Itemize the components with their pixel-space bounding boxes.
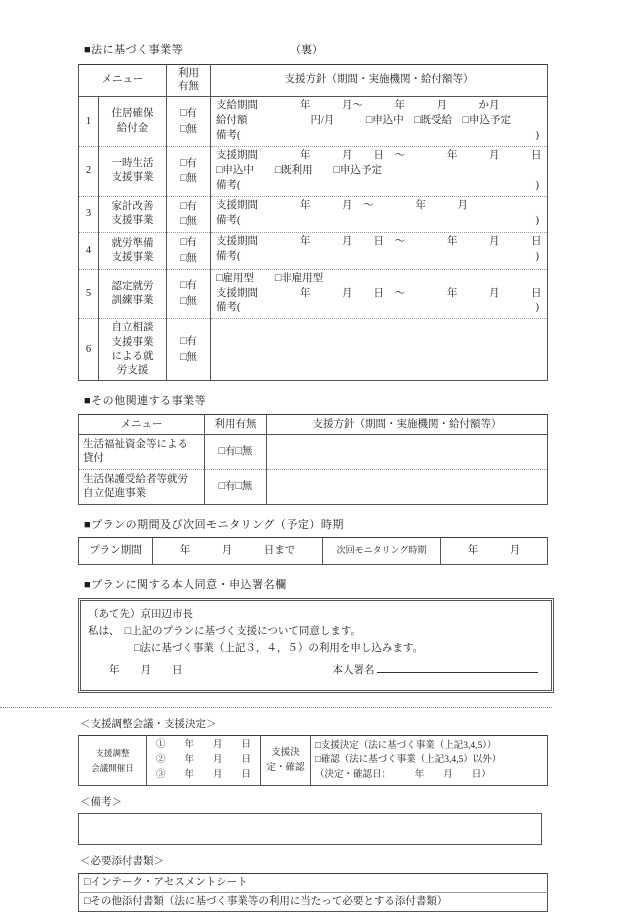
- signature-line: [88, 660, 546, 678]
- decision-date-line: （決定・確認日： 年 月 日）: [315, 769, 491, 780]
- other-programs-table: [78, 414, 548, 505]
- decision-row: [79, 736, 548, 785]
- policy-cell: [211, 146, 548, 196]
- page-side-label: （裏）: [290, 44, 323, 56]
- page-title: ■法に基づく事業等: [84, 44, 184, 56]
- remarks-close: ): [535, 179, 539, 191]
- menu-name: 一時生活 支援事業: [99, 146, 167, 196]
- other-programs-heading: ■その他関連する事業等: [84, 395, 207, 408]
- use-checkboxes: □有□無: [205, 435, 267, 470]
- menu-name: 就労準備 支援事業: [99, 233, 167, 270]
- menu-name: 認定就労 訓練事業: [99, 269, 167, 319]
- decision-table: [78, 735, 548, 785]
- field-line: 支援期間 年 月 ～ 年 月: [216, 199, 468, 211]
- use-checkboxes: □有 □無: [167, 196, 211, 233]
- col-header-use: 利用 有無: [167, 64, 211, 97]
- remarks-line: [216, 214, 542, 229]
- plan-period-heading: ■プランの期間及び次回モニタリング（予定）時期: [84, 518, 344, 531]
- menu-name: 家計改善 支援事業: [99, 196, 167, 233]
- consent-checkbox-line-1: 私は、 □上記のプランに基づく支援について同意します。: [88, 626, 362, 638]
- attachment-row: [79, 874, 548, 893]
- meeting-date-3: ③ 年 月 日: [155, 769, 251, 780]
- meeting-date-2: ② 年 月 日: [155, 755, 251, 766]
- consent-heading: ■プランに関する本人同意・申込署名欄: [84, 579, 287, 592]
- table-row-consultation-support: [79, 319, 548, 381]
- policy-cell: [267, 435, 548, 470]
- meeting-date-1: ① 年 月 日: [155, 740, 251, 751]
- plan-period-label: プラン期間: [79, 538, 153, 565]
- use-checkboxes: □有 □無: [167, 146, 211, 196]
- remarks-open: 備考(: [216, 302, 241, 314]
- use-checkboxes: □有 □無: [167, 269, 211, 319]
- menu-name: 自立相談 支援事業 による就 労支援: [99, 319, 167, 381]
- table-row-work-preparation: [79, 233, 548, 270]
- attachments-heading: ＜必要添付書類＞: [80, 856, 164, 868]
- table-row-household-budget: [79, 196, 548, 233]
- menu-name: 住居確保 給付金: [99, 97, 167, 147]
- consent-date-blanks: 年 月 日: [88, 664, 183, 676]
- section-decision: [78, 718, 554, 786]
- plan-period-row: [79, 538, 548, 565]
- policy-cell: [211, 233, 548, 270]
- use-checkboxes: □有 □無: [167, 319, 211, 381]
- decision-confirm-label: 支援決 定・確認: [261, 736, 311, 785]
- remarks-close: ): [535, 251, 539, 263]
- row-number: 6: [79, 319, 99, 381]
- addressee-line: （あて先）京田辺市長: [88, 608, 193, 620]
- section-notes: [78, 796, 554, 846]
- signature-underline: [377, 660, 539, 673]
- table-row-certified-training: [79, 269, 548, 319]
- policy-cell: [267, 470, 548, 505]
- use-checkboxes: □有 □無: [167, 97, 211, 147]
- attachment-checkbox-other-documents: □その他添付書類（法に基づく事業等の利用に当たって必要とする添付書類）: [79, 893, 548, 912]
- col-header-policy: 支援方針（期間・実施機関・給付額等）: [267, 414, 548, 435]
- other-table-header-row: [79, 414, 548, 435]
- table-row-public-assistance-employment: [79, 470, 548, 505]
- plan-period-value: 年 月 日まで: [153, 538, 323, 565]
- meeting-dates-cell: [147, 736, 261, 785]
- consent-signature-box: [78, 598, 554, 693]
- remarks-line: [216, 179, 542, 194]
- policy-cell: [211, 196, 548, 233]
- use-checkboxes: □有 □無: [167, 233, 211, 270]
- table-row-welfare-fund-loan: [79, 435, 548, 470]
- decision-option-checkbox-2: □確認（法に基づく事業（上記3,4,5）以外）: [315, 755, 502, 766]
- row-number: 2: [79, 146, 99, 196]
- field-line: 支援期間 年 月 日 ～ 年 月 日: [216, 236, 542, 248]
- col-header-menu: メニュー: [79, 414, 205, 435]
- decision-option-checkbox-1: □支援決定（法に基づく事業（上記3,4,5））: [315, 741, 497, 752]
- law-programs-table: [78, 64, 548, 382]
- law-table-header-row: [79, 64, 548, 97]
- section-law-programs-header: [78, 43, 554, 58]
- monitoring-value: 年 月: [441, 538, 548, 565]
- notes-heading: ＜備考＞: [80, 796, 122, 808]
- field-line-checkboxes: □申込中 □既利用 □申込予定: [216, 164, 383, 176]
- remarks-close: ): [535, 130, 539, 142]
- menu-name: 生活福祉資金等による 貸付: [79, 435, 205, 470]
- remarks-open: 備考(: [216, 179, 241, 191]
- row-number: 3: [79, 196, 99, 233]
- section-plan-period: [78, 518, 554, 565]
- section-attachments: [78, 855, 554, 912]
- col-header-use: 利用有無: [205, 414, 267, 435]
- table-row-housing-benefit: [79, 97, 548, 147]
- signature-label: 本人署名: [332, 664, 375, 676]
- col-header-policy: 支援方針（期間・実施機関・給付額等）: [211, 64, 548, 97]
- plan-period-table: [78, 537, 548, 565]
- dotted-separator: [0, 707, 552, 708]
- remarks-open: 備考(: [216, 130, 241, 142]
- section-consent: [78, 578, 554, 692]
- section-other-programs: [78, 394, 554, 505]
- monitoring-label: 次回モニタリング時期: [323, 538, 441, 565]
- field-line-checkboxes: □雇用型 □非雇用型: [216, 272, 324, 284]
- row-number: 1: [79, 97, 99, 147]
- table-row-temporary-living: [79, 146, 548, 196]
- meeting-dates-label: 支援調整 会議開催日: [79, 736, 147, 785]
- remarks-open: 備考(: [216, 214, 241, 226]
- field-line: 支援期間 年 月 日 ～ 年 月 日: [216, 287, 542, 299]
- field-line: 支給期間 年 月～ 年 月 か月: [216, 100, 500, 112]
- menu-name: 生活保護受給者等就労 自立促進事業: [79, 470, 205, 505]
- decision-heading: ＜支援調整会議・支援決定＞: [80, 718, 217, 730]
- col-header-menu: メニュー: [79, 64, 167, 97]
- row-number: 5: [79, 269, 99, 319]
- row-number: 4: [79, 233, 99, 270]
- attachment-row: [79, 893, 548, 912]
- remarks-open: 備考(: [216, 251, 241, 263]
- remarks-line: [216, 301, 542, 316]
- policy-cell: [211, 319, 548, 381]
- consent-checkbox-line-2: □法に基づく事業（上記３，４，５）の利用を申し込みます。: [134, 643, 424, 655]
- remarks-line: [216, 129, 542, 144]
- attachments-table: [78, 873, 548, 912]
- policy-cell: [211, 269, 548, 319]
- remarks-close: ): [535, 302, 539, 314]
- decision-options-cell: [311, 736, 548, 785]
- field-line-checkboxes: 給付額 円/月 □申込中 □既受給 □申込予定: [216, 115, 511, 127]
- remarks-line: [216, 250, 542, 265]
- use-checkboxes: □有□無: [205, 470, 267, 505]
- attachment-checkbox-intake-sheet: □インテーク・アセスメントシート: [79, 874, 548, 893]
- policy-cell: [211, 97, 548, 147]
- notes-box: [78, 813, 542, 845]
- remarks-close: ): [535, 214, 539, 226]
- field-line: 支援期間 年 月 日 ～ 年 月 日: [216, 149, 542, 161]
